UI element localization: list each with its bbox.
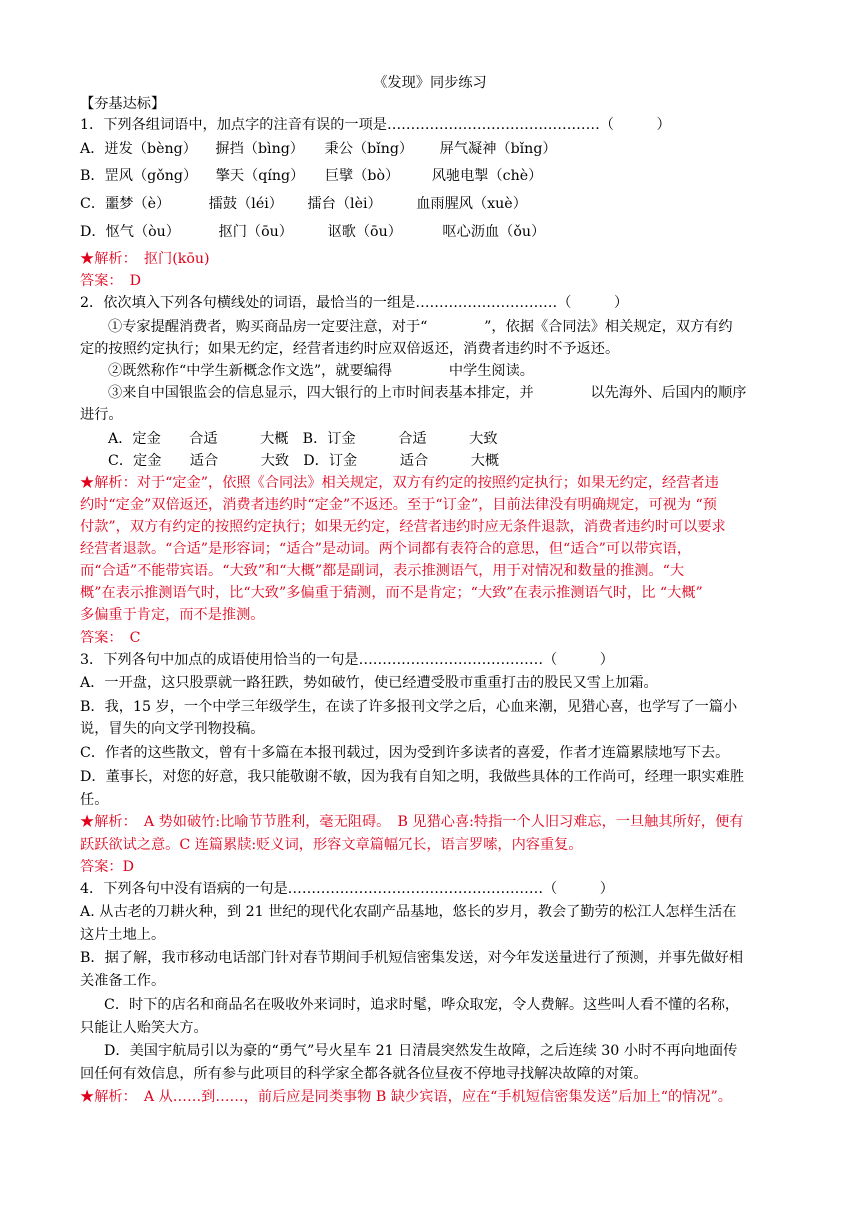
q3-option-b-line-1: B．我，15 岁，一个中学三年级学生，在读了许多报刊文学之后，心血来潮，见猎心喜，也学写了一篇小	[80, 699, 738, 715]
q2-analysis-line-4: 经营者退款。“合适”是形容词；“适合”是动词。两个词都有表符合的意思，但“适合”可以带宾语，	[80, 541, 692, 557]
q1-answer: 答案： D	[80, 273, 142, 289]
q4-analysis: ★解析： A 从……到……，前后应是同类事物 B 缺少宾语，应在“手机短信密集发送”后加上“的情况”。	[80, 1089, 732, 1105]
q1-c-item-4: 血雨腥风（xuè）	[416, 196, 527, 212]
q4-stem: 4．下列各句中没有语病的一句是………………………………………………（ ）	[80, 881, 614, 897]
q2-options-cd: C．定金 适合 大致 D．订金 适合 大概	[108, 453, 500, 469]
q4-option-a-line-2: 这片土地上。	[80, 927, 166, 943]
q1-c-item-2: 擂鼓（léi）	[208, 196, 283, 212]
q2-sentence-3-line-1: ③来自中国银监会的信息显示，四大银行的上市时间表基本排定，并 以先海外、后国内的顺序	[108, 385, 747, 401]
q1-option-c	[80, 194, 782, 215]
q3-analysis-line-2: 跃跃欲试之意。C 连篇累牍:贬义词，形容文章篇幅冗长，语言罗嗦，内容重复。	[80, 837, 583, 853]
q2-sentence-1-line-2: 定的按照约定执行；如果无约定，经营者违约时应双倍返还，消费者违约时不予返还。	[80, 341, 620, 357]
q1-analysis: ★解析： 抠门(kōu)	[80, 251, 210, 267]
q1-a-item-2: 摒挡（bìng）	[215, 141, 304, 157]
q2-analysis-line-6: 概”在表示推测语气时，比“大致”多偏重于猜测，而不是肯定；“大致”在表示推测语气时，比 “大概”	[80, 585, 703, 601]
q2-analysis-line-5: 而“合适”不能带宾语。“大致”和“大概”都是副词，表示推测语气，用于对情况和数量的推测。“大	[80, 563, 685, 579]
q4-option-d-line-2: 回任何有效信息，所有参与此项目的科学家全都各就各位昼夜不停地寻找解决故障的对策。	[80, 1066, 648, 1082]
q1-a-item-3: 秉公（bǐng）	[324, 141, 414, 157]
q3-option-b-line-2: 说，冒失的向文学刊物投稿。	[80, 721, 265, 737]
q1-b-item-1: B．罡风（gǒng）	[80, 168, 198, 184]
q3-option-d-line-2: 任。	[80, 792, 109, 808]
q1-option-a	[80, 139, 782, 160]
q1-b-item-2: 擎天（qíng）	[215, 168, 305, 184]
q1-d-item-2: 抠门（ōu）	[218, 224, 293, 240]
q4-option-d-line-1: D．美国宇航局引以为豪的“勇气”号火星车 21 日清晨突然发生故障，之后连续 30 小时不再向地面传	[104, 1043, 738, 1059]
q1-b-item-3: 巨擘（bò）	[324, 168, 400, 184]
q1-stem: 1．下列各组词语中，加点字的注音有误的一项是………………………………………（ ）	[80, 117, 671, 133]
q2-analysis-line-3: 付款”，双方有约定的按照约定执行；如果无约定，经营者违约时应无条件退款，消费者违约时可以要求	[80, 519, 726, 535]
q1-d-item-3: 讴歌（ōu）	[327, 224, 402, 240]
q4-option-b-line-2: 关准备工作。	[80, 973, 166, 989]
q2-sentence-1-line-1: ①专家提醒消费者，购买商品房一定要注意，对于“ ”，依据《合同法》相关规定，双方有约	[108, 319, 733, 335]
q2-analysis-line-7: 多偏重于肯定，而不是推测。	[80, 607, 265, 623]
q1-d-item-1: D．怄气（òu）	[80, 224, 180, 240]
q1-d-item-4: 呕心沥血（ǒu）	[442, 224, 546, 240]
q1-b-item-4: 风驰电掣（chè）	[431, 168, 543, 184]
q4-option-a-line-1: A. 从古老的刀耕火种，到 21 世纪的现代化农副产品基地，悠长的岁月，教会了勤劳的松江人怎样生活在	[80, 904, 737, 920]
q1-a-item-4: 屏气凝神（bǐng）	[439, 141, 557, 157]
q4-option-c-line-2: 只能让人贻笑大方。	[80, 1020, 208, 1036]
q2-answer: 答案： C	[80, 630, 141, 646]
q1-a-item-1: A．迸发（bèng）	[80, 141, 197, 157]
q4-option-b-line-1: B．据了解，我市移动电话部门针对春节期间手机短信密集发送，对今年发送量进行了预测，并事先做好相	[80, 950, 744, 966]
q4-option-c-line-1: C．时下的店名和商品名在吸收外来词时，追求时髦，哗众取宠，令人费解。这些叫人看不懂的名称，	[104, 997, 740, 1013]
section-heading: 【夯基达标】	[80, 96, 166, 112]
q3-answer: 答案：D	[80, 859, 134, 875]
q3-option-c: C．作者的这些散文，曾有十多篇在本报刊载过，因为受到许多读者的喜爱，作者才连篇累牍地写下去。	[80, 745, 730, 761]
q3-analysis-line-1: ★解析： A 势如破竹:比喻节节胜利，毫无阻碍。 B 见猎心喜:特指一个人旧习难忘，一旦触其所好，便有	[80, 814, 744, 830]
q2-sentence-2: ②既然称作“中学生新概念作文选”，就要编得 中学生阅读。	[108, 363, 534, 379]
q2-sentence-3-line-2: 进行。	[80, 407, 123, 423]
q1-c-item-3: 擂台（lèi）	[307, 196, 382, 212]
q3-option-d-line-1: D．董事长，对您的好意，我只能敬谢不敏，因为我有自知之明，我做些具体的工作尚可，经理一职实难胜	[80, 769, 745, 785]
q3-option-a: A．一开盘，这只股票就一路狂跌，势如破竹，使已经遭受股市重重打击的股民又雪上加霜。	[80, 675, 658, 691]
document-title: 《发现》同步练习	[373, 75, 487, 91]
q2-analysis-line-1: ★解析：对于“定金”，依照《合同法》相关规定，双方有约定的按照约定执行；如果无约定，经营者违	[80, 475, 719, 491]
q3-stem: 3．下列各句中加点的成语使用恰当的一句是…………………………………（ ）	[80, 652, 614, 668]
q2-options-ab: A．定金 合适 大概 B．订金 合适 大致	[108, 431, 498, 447]
q2-analysis-line-2: 约时“定金”双倍返还，消费者违约时“定金”不返还。至于“订金”，目前法律没有明确规定，可视为 “预	[80, 497, 717, 513]
q1-option-b	[80, 166, 782, 187]
q2-stem: 2．依次填入下列各句横线处的词语，最恰当的一组是…………………………（ ）	[80, 295, 629, 311]
q1-option-d	[80, 222, 782, 243]
q1-c-item-1: C．噩梦（è）	[80, 196, 171, 212]
